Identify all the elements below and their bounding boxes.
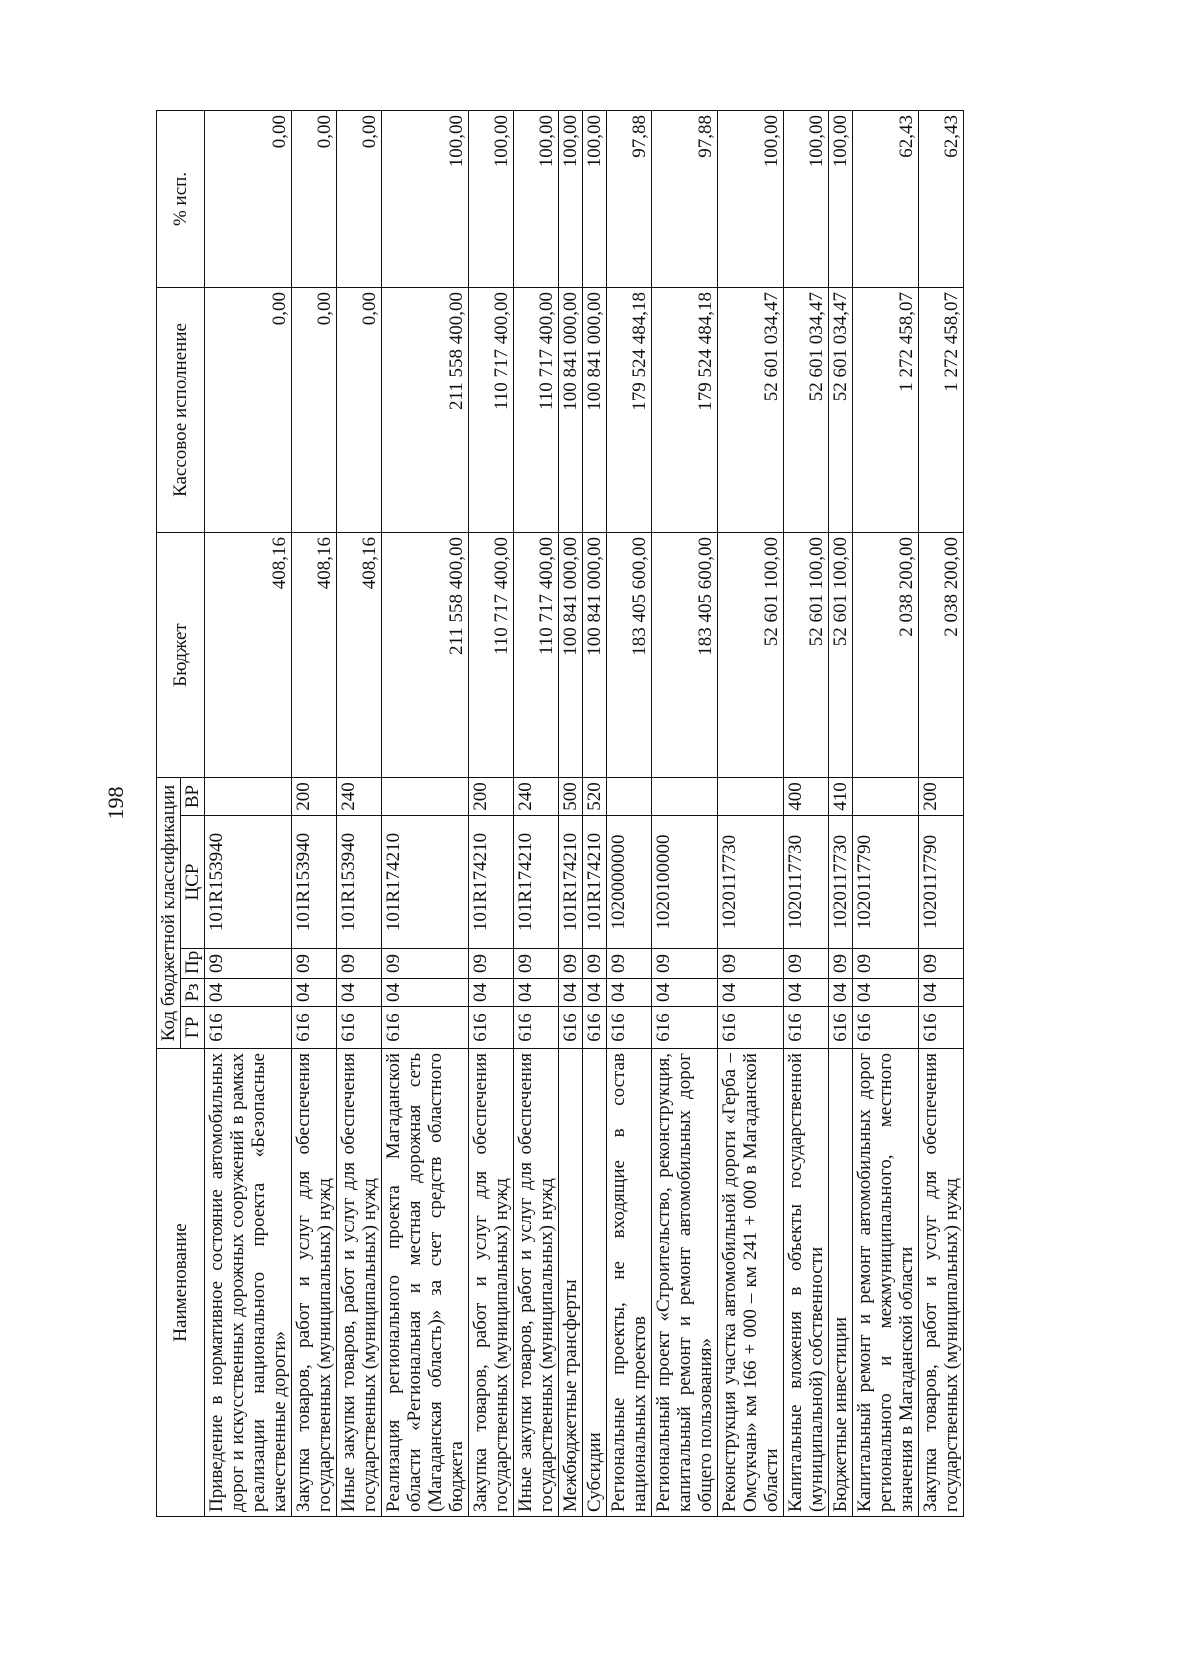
- cell-rz: 04: [337, 979, 382, 1007]
- cell-pct: 0,00: [337, 110, 382, 287]
- cell-pct: 97,88: [652, 110, 718, 287]
- cell-budget: 408,16: [205, 532, 292, 777]
- header-vr: ВР: [181, 777, 205, 815]
- cell-name: Иные закупки товаров, работ и услуг для обеспечения государственных (муниципальных) нужд: [514, 1049, 559, 1517]
- cell-pr: 09: [205, 949, 292, 979]
- cell-gr: 616: [853, 1007, 919, 1049]
- table-row: [919, 110, 964, 1516]
- cell-pr: 09: [337, 949, 382, 979]
- cell-csr: 1020000000: [607, 816, 652, 949]
- cell-csr: 1020117790: [919, 816, 964, 949]
- cell-name: Капитальные вложения в объекты государственной (муниципальной) собственности: [784, 1049, 829, 1517]
- cell-pct: 100,00: [829, 110, 853, 287]
- cell-rz: 04: [784, 979, 829, 1007]
- cell-cash: 52 601 034,47: [784, 287, 829, 532]
- table-row: [583, 110, 607, 1516]
- header-pr: Пр: [181, 949, 205, 979]
- cell-pr: 09: [784, 949, 829, 979]
- cell-vr: 200: [292, 777, 337, 815]
- cell-rz: 04: [205, 979, 292, 1007]
- cell-pr: 09: [853, 949, 919, 979]
- cell-gr: 616: [382, 1007, 469, 1049]
- cell-budget: 408,16: [292, 532, 337, 777]
- cell-gr: 616: [652, 1007, 718, 1049]
- table-row: [607, 110, 652, 1516]
- cell-name: Закупка товаров, работ и услуг для обеспечения государственных (муниципальных) нужд: [919, 1049, 964, 1517]
- budget-table: [156, 110, 964, 1517]
- cell-gr: 616: [205, 1007, 292, 1049]
- cell-cash: 100 841 000,00: [583, 287, 607, 532]
- cell-gr: 616: [829, 1007, 853, 1049]
- header-budget: Бюджет: [157, 532, 205, 777]
- cell-vr: [382, 777, 469, 815]
- cell-cash: 1 272 458,07: [853, 287, 919, 532]
- cell-rz: 04: [382, 979, 469, 1007]
- header-row-top: [157, 110, 181, 1516]
- cell-csr: 101R174210: [514, 816, 559, 949]
- cell-budget: 110 717 400,00: [514, 532, 559, 777]
- cell-pct: 100,00: [469, 110, 514, 287]
- cell-budget: 2 038 200,00: [919, 532, 964, 777]
- cell-cash: 52 601 034,47: [829, 287, 853, 532]
- table-row: [829, 110, 853, 1516]
- cell-vr: 240: [337, 777, 382, 815]
- header-pct: % исп.: [157, 110, 205, 287]
- cell-rz: 04: [583, 979, 607, 1007]
- cell-rz: 04: [652, 979, 718, 1007]
- table-row: [382, 110, 469, 1516]
- cell-name: Реконструкция участка автомобильной дороги «Герба – Омсукчан» км 166 + 000 – км 241 + 000 в Магаданской области: [718, 1049, 784, 1517]
- cell-vr: 520: [583, 777, 607, 815]
- cell-pct: 0,00: [205, 110, 292, 287]
- cell-pr: 09: [652, 949, 718, 979]
- cell-name: Межбюджетные трансферты: [559, 1049, 583, 1517]
- cell-cash: 1 272 458,07: [919, 287, 964, 532]
- cell-csr: 1020117730: [718, 816, 784, 949]
- cell-cash: 110 717 400,00: [469, 287, 514, 532]
- cell-pct: 100,00: [382, 110, 469, 287]
- cell-gr: 616: [607, 1007, 652, 1049]
- cell-rz: 04: [718, 979, 784, 1007]
- cell-csr: 101R153940: [205, 816, 292, 949]
- table-row: [718, 110, 784, 1516]
- table-row: [514, 110, 559, 1516]
- cell-gr: 616: [919, 1007, 964, 1049]
- cell-cash: 0,00: [292, 287, 337, 532]
- table-row: [469, 110, 514, 1516]
- cell-gr: 616: [583, 1007, 607, 1049]
- cell-vr: [607, 777, 652, 815]
- cell-csr: 1020117730: [829, 816, 853, 949]
- cell-rz: 04: [469, 979, 514, 1007]
- cell-budget: 183 405 600,00: [652, 532, 718, 777]
- cell-rz: 04: [919, 979, 964, 1007]
- cell-budget: 408,16: [337, 532, 382, 777]
- cell-pr: 09: [514, 949, 559, 979]
- cell-csr: 101R153940: [292, 816, 337, 949]
- cell-csr: 101R174210: [469, 816, 514, 949]
- rotated-table-container: [156, 111, 1168, 1517]
- cell-vr: [853, 777, 919, 815]
- cell-pr: 09: [829, 949, 853, 979]
- cell-cash: 100 841 000,00: [559, 287, 583, 532]
- cell-csr: 101R174210: [583, 816, 607, 949]
- cell-pr: 09: [469, 949, 514, 979]
- cell-pr: 09: [583, 949, 607, 979]
- cell-csr: 101R174210: [559, 816, 583, 949]
- cell-budget: 100 841 000,00: [559, 532, 583, 777]
- cell-cash: 0,00: [337, 287, 382, 532]
- cell-cash: 179 524 484,18: [607, 287, 652, 532]
- cell-vr: 400: [784, 777, 829, 815]
- table-row: [292, 110, 337, 1516]
- header-cash: Кассовое исполнение: [157, 287, 205, 532]
- cell-gr: 616: [292, 1007, 337, 1049]
- cell-rz: 04: [514, 979, 559, 1007]
- cell-vr: 200: [469, 777, 514, 815]
- cell-vr: 200: [919, 777, 964, 815]
- cell-pr: 09: [559, 949, 583, 979]
- cell-pct: 100,00: [718, 110, 784, 287]
- cell-gr: 616: [784, 1007, 829, 1049]
- cell-name: Закупка товаров, работ и услуг для обеспечения государственных (муниципальных) нужд: [469, 1049, 514, 1517]
- cell-budget: 52 601 100,00: [829, 532, 853, 777]
- cell-vr: [205, 777, 292, 815]
- cell-name: Бюджетные инвестиции: [829, 1049, 853, 1517]
- cell-pr: 09: [382, 949, 469, 979]
- table-body: [205, 110, 964, 1516]
- cell-pr: 09: [718, 949, 784, 979]
- cell-rz: 04: [853, 979, 919, 1007]
- cell-budget: 110 717 400,00: [469, 532, 514, 777]
- cell-budget: 2 038 200,00: [853, 532, 919, 777]
- header-gr: ГР: [181, 1007, 205, 1049]
- table-row: [337, 110, 382, 1516]
- table-row: [853, 110, 919, 1516]
- cell-gr: 616: [718, 1007, 784, 1049]
- cell-name: Региональный проект «Строительство, реконструкция, капитальный ремонт и ремонт автомобильных дорог общего пользования»: [652, 1049, 718, 1517]
- cell-vr: 500: [559, 777, 583, 815]
- cell-pr: 09: [607, 949, 652, 979]
- table-row: [559, 110, 583, 1516]
- cell-name: Реализация регионального проекта Магаданской области «Региональная и местная дорожная сеть (Магаданская область)» за счет средств областного бюджета: [382, 1049, 469, 1517]
- cell-vr: 410: [829, 777, 853, 815]
- header-code-group: Код бюджетной классификации: [157, 777, 181, 1048]
- cell-pct: 100,00: [559, 110, 583, 287]
- cell-name: Региональные проекты, не входящие в состав национальных проектов: [607, 1049, 652, 1517]
- cell-pct: 97,88: [607, 110, 652, 287]
- cell-csr: 1020117790: [853, 816, 919, 949]
- table-row: [784, 110, 829, 1516]
- cell-pct: 100,00: [514, 110, 559, 287]
- cell-budget: 52 601 100,00: [718, 532, 784, 777]
- cell-cash: 110 717 400,00: [514, 287, 559, 532]
- cell-gr: 616: [559, 1007, 583, 1049]
- cell-rz: 04: [829, 979, 853, 1007]
- cell-cash: 179 524 484,18: [652, 287, 718, 532]
- cell-gr: 616: [514, 1007, 559, 1049]
- cell-pr: 09: [919, 949, 964, 979]
- cell-pct: 100,00: [784, 110, 829, 287]
- cell-rz: 04: [607, 979, 652, 1007]
- table-row: [205, 110, 292, 1516]
- page-number: 198: [103, 786, 128, 820]
- cell-cash: 52 601 034,47: [718, 287, 784, 532]
- cell-name: Иные закупки товаров, работ и услуг для обеспечения государственных (муниципальных) нужд: [337, 1049, 382, 1517]
- cell-name: Субсидии: [583, 1049, 607, 1517]
- cell-rz: 04: [292, 979, 337, 1007]
- cell-cash: 211 558 400,00: [382, 287, 469, 532]
- cell-cash: 0,00: [205, 287, 292, 532]
- cell-budget: 211 558 400,00: [382, 532, 469, 777]
- header-name: Наименование: [157, 1049, 205, 1517]
- cell-pct: 62,43: [853, 110, 919, 287]
- cell-pr: 09: [292, 949, 337, 979]
- cell-pct: 0,00: [292, 110, 337, 287]
- cell-pct: 100,00: [583, 110, 607, 287]
- cell-budget: 183 405 600,00: [607, 532, 652, 777]
- cell-vr: [652, 777, 718, 815]
- cell-name: Закупка товаров, работ и услуг для обеспечения государственных (муниципальных) нужд: [292, 1049, 337, 1517]
- header-csr: ЦСР: [181, 816, 205, 949]
- cell-gr: 616: [469, 1007, 514, 1049]
- cell-pct: 62,43: [919, 110, 964, 287]
- cell-csr: 1020100000: [652, 816, 718, 949]
- cell-name: Капитальный ремонт и ремонт автомобильных дорог регионального и межмуниципального, местного значения в Магаданской области: [853, 1049, 919, 1517]
- cell-name: Приведение в нормативное состояние автомобильных дорог и искусственных дорожных сооружений в рамках реализации национального проекта «Безопасные качественные дороги»: [205, 1049, 292, 1517]
- cell-budget: 100 841 000,00: [583, 532, 607, 777]
- cell-budget: 52 601 100,00: [784, 532, 829, 777]
- cell-csr: 101R174210: [382, 816, 469, 949]
- header-rz: Рз: [181, 979, 205, 1007]
- cell-vr: [718, 777, 784, 815]
- table-row: [652, 110, 718, 1516]
- cell-csr: 1020117730: [784, 816, 829, 949]
- cell-gr: 616: [337, 1007, 382, 1049]
- cell-rz: 04: [559, 979, 583, 1007]
- cell-csr: 101R153940: [337, 816, 382, 949]
- cell-vr: 240: [514, 777, 559, 815]
